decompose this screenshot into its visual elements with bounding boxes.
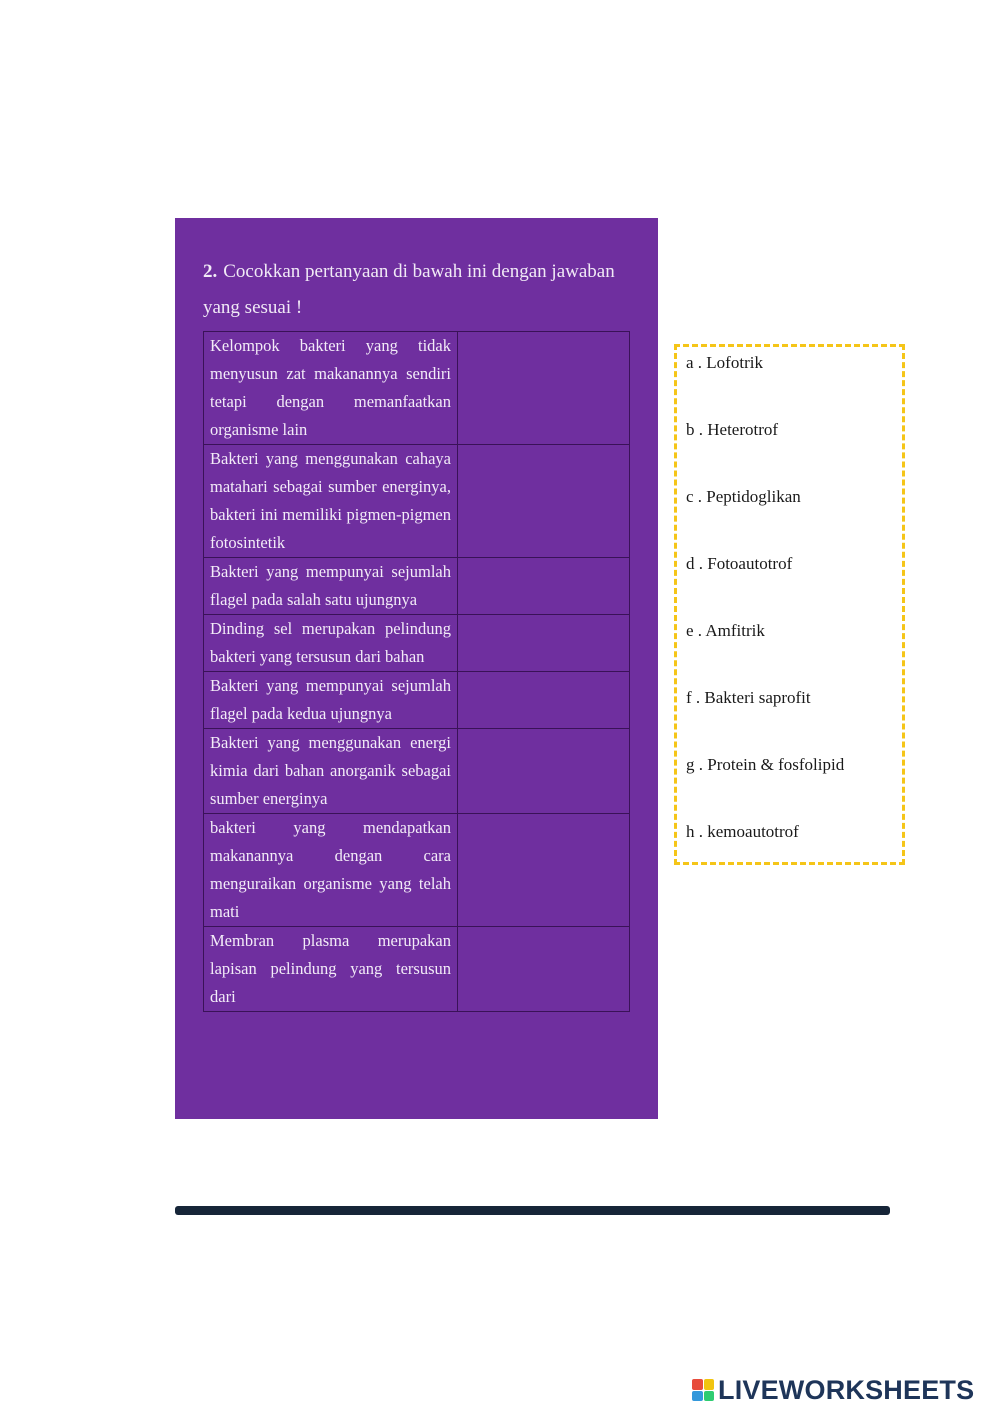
answer-drop-zone[interactable] bbox=[458, 615, 630, 672]
worksheet-panel bbox=[175, 218, 658, 1119]
liveworksheets-brand[interactable] bbox=[692, 1374, 974, 1406]
answer-drop-zone[interactable] bbox=[458, 558, 630, 615]
answer-option-c[interactable]: c . Peptidoglikan bbox=[686, 487, 801, 506]
logo-square-blue bbox=[692, 1391, 703, 1402]
answer-option-a[interactable]: a . Lofotrik bbox=[686, 353, 763, 372]
question-number: 2. bbox=[203, 261, 218, 282]
liveworksheets-logo-icon bbox=[692, 1379, 714, 1401]
table-row bbox=[204, 558, 630, 615]
table-row bbox=[204, 445, 630, 558]
answer-option-h[interactable]: h . kemoautotrof bbox=[686, 822, 799, 841]
answer-option-b[interactable]: b . Heterotrof bbox=[686, 420, 779, 439]
answer-drop-zone[interactable] bbox=[458, 332, 630, 445]
table-row bbox=[204, 814, 630, 927]
answer-drop-zone[interactable] bbox=[458, 814, 630, 927]
page-divider bbox=[175, 1206, 890, 1215]
question-cell: Bakteri yang mempunyai sejumlah flagel pada kedua ujungnya bbox=[204, 672, 458, 729]
question-cell: Bakteri yang mempunyai sejumlah flagel pada salah satu ujungnya bbox=[204, 558, 458, 615]
logo-square-green bbox=[704, 1391, 715, 1402]
table-row bbox=[204, 729, 630, 814]
question-prompt bbox=[203, 254, 643, 326]
table-row bbox=[204, 927, 630, 1012]
answer-drop-zone[interactable] bbox=[458, 927, 630, 1012]
question-cell: Dinding sel merupakan pelindung bakteri yang tersusun dari bahan bbox=[204, 615, 458, 672]
answer-drop-zone[interactable] bbox=[458, 445, 630, 558]
question-cell: Bakteri yang menggunakan energi kimia dari bahan anorganik sebagai sumber energinya bbox=[204, 729, 458, 814]
answer-options-box bbox=[674, 344, 905, 865]
brand-name: LIVEWORKSHEETS bbox=[718, 1374, 975, 1405]
answer-drop-zone[interactable] bbox=[458, 729, 630, 814]
question-cell: Kelompok bakteri yang tidak menyusun zat makanannya sendiri tetapi dengan memanfaatkan organisme lain bbox=[204, 332, 458, 445]
table-row bbox=[204, 615, 630, 672]
question-cell: Membran plasma merupakan lapisan pelindung yang tersusun dari bbox=[204, 927, 458, 1012]
table-row bbox=[204, 332, 630, 445]
answer-option-f[interactable]: f . Bakteri saprofit bbox=[686, 688, 811, 707]
answer-option-d[interactable]: d . Fotoautotrof bbox=[686, 554, 793, 573]
logo-square-red bbox=[692, 1379, 703, 1390]
question-cell: bakteri yang mendapatkan makanannya dengan cara menguraikan organisme yang telah mati bbox=[204, 814, 458, 927]
table-row bbox=[204, 672, 630, 729]
matching-table bbox=[203, 331, 630, 1012]
answer-option-e[interactable]: e . Amfitrik bbox=[686, 621, 765, 640]
question-text: Cocokkan pertanyaan di bawah ini dengan jawaban yang sesuai ! bbox=[203, 261, 615, 318]
answer-drop-zone[interactable] bbox=[458, 672, 630, 729]
logo-square-yellow bbox=[704, 1379, 715, 1390]
answer-option-g[interactable]: g . Protein & fosfolipid bbox=[686, 755, 845, 774]
question-cell: Bakteri yang menggunakan cahaya matahari sebagai sumber energinya, bakteri ini memiliki pigmen-pigmen fotosintetik bbox=[204, 445, 458, 558]
